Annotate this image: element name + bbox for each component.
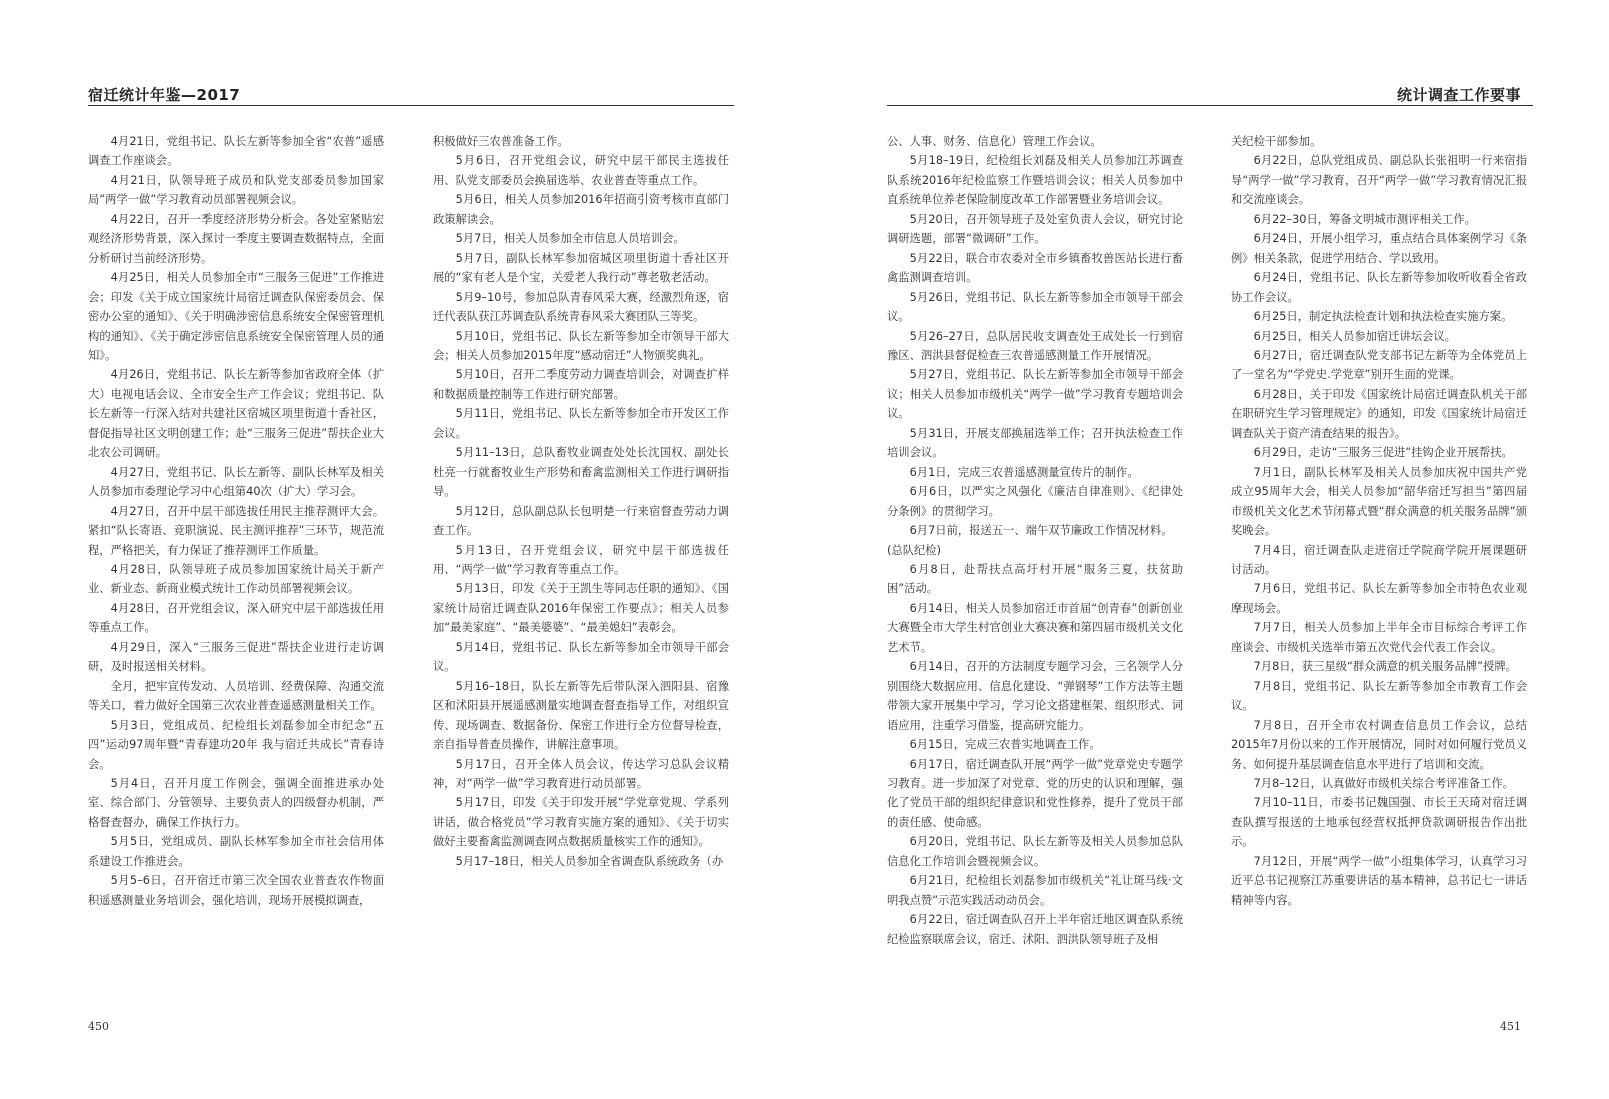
entry-paragraph: 7月7日，相关人员参加上半年全市目标综合考评工作座谈会、市级机关选举市第五次党代会代表工作会议。: [1231, 621, 1527, 654]
entry-paragraph: 4月29日，深入“三服务三促进”帮扶企业进行走访调研，及时报送相关材料。: [88, 640, 384, 674]
entry-paragraph: 6月6日，以严实之风强化《廉洁自律准则》、《纪律处分条例》的贯彻学习。: [887, 485, 1183, 518]
right-page: [805, 0, 1609, 1099]
entry-paragraph: 7月8日，党组书记、队长左新等参加全市教育工作会议。: [1231, 679, 1527, 713]
entry-paragraph: 4月21日，党组书记、队长左新等参加全省“农普”遥感调查工作座谈会。: [88, 135, 384, 168]
entry-paragraph: (总队纪检): [887, 543, 942, 557]
right-column-2: [1231, 132, 1527, 910]
running-header-right: 统计调查工作要事: [1396, 86, 1521, 104]
entry-paragraph: 关纪检干部参加。: [1231, 135, 1322, 148]
entry-paragraph: 4月25日，相关人员参加全市“三服务三促进”工作推进会；印发《关于成立国家统计局宿迁调查队保密委员会、保密办公室的通知》、《关于明确涉密信息系统安全保密管理机构的通知》、《关于确定涉密信息系统安全保密管理人员的通知》。: [88, 271, 384, 362]
running-header-left: 宿迁统计年鉴—2017: [88, 86, 241, 104]
entry-paragraph: 5月10日，召开二季度劳动力调查培训会，对调查扩样和数据质量控制等工作进行研究部署。: [433, 368, 729, 401]
left-page: [0, 0, 804, 1099]
entry-paragraph: 5月6日，相关人员参加2016年招商引资考核市直部门政策解读会。: [433, 193, 729, 226]
entry-paragraph: 5月18–19日，纪检组长刘磊及相关人员参加江苏调查队系统2016年纪检监察工作暨培训会议；相关人员参加中直系统单位养老保险制度改革工作部署暨业务培训会议。: [887, 154, 1183, 207]
entry-paragraph: 6月7日前，报送五一、端午双节廉政工作情况材料。: [909, 524, 1173, 538]
entry-paragraph: 7月10–11日，市委书记魏国强、市长王天琦对宿迁调查队撰写报送的土地承包经营权抵押贷款调研报告作出批示。: [1231, 796, 1527, 849]
header-rule-left: [88, 105, 734, 106]
page-number-right: 451: [1500, 1020, 1521, 1033]
entry-paragraph: 5月11–13日，总队畜牧业调查处处长沈国权、副处长杜亮一行就畜牧业生产形势和畜禽监测相关工作进行调研指导。: [433, 446, 729, 499]
entry-paragraph: 6月25日，相关人员参加宿迁讲坛会议。: [1253, 329, 1456, 343]
entry-paragraph: 6月24日，党组书记、队长左新等参加收听收看全省政协工作会议。: [1231, 271, 1527, 304]
entry-paragraph: 7月8日，获三星级“群众满意的机关服务品牌”授牌。: [1253, 660, 1517, 674]
entry-paragraph: 4月21日，队领导班子成员和队党支部委员参加国家局“两学一做”学习教育动员部署视频会议。: [88, 173, 384, 207]
entry-paragraph: 6月28日，关于印发《国家统计局宿迁调查队机关干部在职研究生学习管理规定》的通知，印发《国家统计局宿迁调查队关于资产清查结果的报告》。: [1231, 387, 1527, 440]
entry-paragraph: 5月7日，副队长林军参加宿城区项里街道十香社区开展的“家有老人是个宝，关爱老人我行动”尊老敬老活动。: [433, 251, 729, 285]
entry-paragraph: 4月28日，召开党组会议，深入研究中层干部选拔任用等重点工作。: [88, 601, 384, 635]
entry-paragraph: 5月27日，党组书记、队长左新等参加全市领导干部会议；相关人员参加市级机关“两学一做”学习教育专题培训会议。: [887, 368, 1183, 421]
entry-paragraph: 5月20日，召开领导班子及处室负责人会议，研究讨论调研选题，部署“微调研”工作。: [887, 212, 1183, 246]
entry-paragraph: 5月6日，召开党组会议，研究中层干部民主选拔任用、队党支部委员会换届选举、农业普查等重点工作。: [433, 154, 729, 187]
entry-paragraph: 4月22日，召开一季度经济形势分析会。各处室紧贴宏观经济形势背景，深入探讨一季度主要调查数据特点，全面分析研讨当前经济形势。: [88, 212, 384, 265]
entry-paragraph: 5月13日，召开党组会议，研究中层干部选拔任用、“两学一做”学习教育等重点工作。: [433, 543, 729, 576]
entry-paragraph: 6月15日，完成三农普实地调查工作。: [909, 738, 1101, 752]
entry-paragraph: 5月14日，党组书记、队长左新等参加全市领导干部会议。: [433, 640, 729, 674]
entry-paragraph: 6月21日，纪检组长刘磊参加市级机关“礼让斑马线·文明我点赞”示范实践活动动员会。: [887, 874, 1183, 907]
entry-paragraph: 7月8–12日，认真做好市级机关综合考评准备工作。: [1253, 776, 1514, 790]
entry-paragraph: 5月17–18日，相关人员参加全省调查队系统政务（办: [455, 854, 724, 868]
entry-paragraph: 5月7日，相关人员参加全市信息人员培训会。: [455, 232, 685, 246]
entry-paragraph: 5月5日，党组成员、副队长林军参加全市社会信用体系建设工作推进会。: [88, 835, 384, 868]
entry-paragraph: 4月27日，召开中层干部选拔任用民主推荐测评大会。紧扣“队长寄语、竞职演说、民主测评推荐”三环节，规范流程，严格把关，有力保证了推荐测评工作质量。: [88, 504, 384, 557]
entry-paragraph: 6月1日，完成三农普遥感测量宣传片的制作。: [909, 465, 1139, 479]
entry-paragraph: 5月17日，印发《关于印发开展“学党章党规、学系列讲话，做合格党员”学习教育实施方案的通知》、《关于切实做好主要畜禽监测调查网点数据质量核实工作的通知》。: [433, 796, 729, 849]
entry-paragraph: 6月22–30日，筹备文明城市测评相关工作。: [1253, 212, 1476, 226]
entry-paragraph: 全月，把牢宣传发动、人员培训、经费保障、沟通交流等关口，着力做好全国第三次农业普查遥感测量相关工作。: [88, 679, 384, 713]
entry-paragraph: 6月8日，赴帮扶点高圩村开展“服务三夏，扶贫助困”活动。: [887, 562, 1183, 596]
entry-paragraph: 5月16–18日，队长左新等先后带队深入泗阳县、宿豫区和沭阳县开展遥感测量实地调查督查指导工作，对组织宣传、现场调查、数据备份、保密工作进行全方位督导检查，亲自指导普查员操作，讲解注意事项。: [433, 679, 729, 752]
entry-paragraph: 5月31日，开展支部换届选举工作；召开执法检查工作培训会议。: [887, 426, 1183, 460]
entry-paragraph: 6月14日，相关人员参加宿迁市首届“创青春”创新创业大赛暨全市大学生村官创业大赛决赛和第四届市级机关文化艺术节。: [887, 601, 1183, 654]
entry-paragraph: 5月9–10号，参加总队青春风采大赛，经激烈角逐，宿迁代表队获江苏调查队系统青春风采大赛团队三等奖。: [433, 290, 729, 324]
entry-paragraph: 5月11日，党组书记、队长左新等参加全市开发区工作会议。: [433, 407, 729, 440]
entry-paragraph: 7月1日，副队长林军及相关人员参加庆祝中国共产党成立95周年大会，相关人员参加“韶华宿迁写担当”第四届市级机关文化艺术节闭幕式暨“群众满意的机关服务品牌”颁奖晚会。: [1231, 465, 1527, 538]
entry-paragraph: 4月28日，队领导班子成员参加国家统计局关于新产业、新业态、新商业模式统计工作动员部署视频会议。: [88, 562, 384, 596]
entry-paragraph: 6月20日，党组书记、队长左新等及相关人员参加总队信息化工作培训会暨视频会议。: [887, 835, 1183, 868]
entry-paragraph: 5月22日，联合市农委对全市乡镇畜牧兽医站长进行畜禽监测调查培训。: [887, 251, 1183, 285]
entry-paragraph: 7月12日，开展“两学一做”小组集体学习，认真学习习近平总书记视察江苏重要讲话的基本精神，总书记七一讲话精神等内容。: [1231, 854, 1527, 907]
header-rule-right: [887, 105, 1533, 106]
page-number-left: 450: [88, 1020, 109, 1033]
entry-paragraph: 5月4日，召开月度工作例会，强调全面推进承办处室、综合部门、分管领导、主要负责人的四级督办机制，严格督查督办，确保工作执行力。: [88, 776, 384, 829]
left-column-1: [88, 132, 384, 910]
entry-paragraph: 4月27日，党组书记、队长左新等、副队长林军及相关人员参加市委理论学习中心组第40次（扩大）学习会。: [88, 465, 384, 499]
entry-paragraph: 6月29日，走访“三服务三促进”挂钩企业开展帮扶。: [1253, 446, 1513, 460]
right-column-1: [887, 132, 1183, 949]
entry-paragraph: 6月17日，宿迁调查队开展“两学一做”党章党史专题学习教育。进一步加深了对党章、党的历史的认识和理解，强化了党员干部的组织纪律意识和党性修养，提升了党员干部的责任感、使命感。: [887, 757, 1183, 829]
entry-paragraph: 6月24日，开展小组学习，重点结合具体案例学习《条例》相关条款，促进学用结合、学以致用。: [1231, 232, 1527, 265]
entry-paragraph: 5月26–27日，总队居民收支调查处王成处长一行到宿豫区、泗洪县督促检查三农普遥感测量工作开展情况。: [887, 329, 1183, 362]
left-column-2: [433, 132, 729, 871]
entry-paragraph: 6月14日，召开的方法制度专题学习会，三名领学人分别围绕大数据应用、信息化建设、“弹钢琴”工作方法等主题带领大家开展集中学习，学习论文搭建框架、组织形式、词语应用，注重学习借鉴，提高研究能力。: [887, 660, 1183, 732]
entry-paragraph: 5月5–6日，召开宿迁市第三次全国农业普查农作物面积遥感测量业务培训会，强化培训，现场开展模拟调查，: [88, 874, 384, 907]
entry-paragraph: 6月25日，制定执法检查计划和执法检查实施方案。: [1253, 310, 1513, 324]
entry-paragraph: 5月26日，党组书记、队长左新等参加全市领导干部会议。: [887, 290, 1183, 324]
entry-paragraph: 6月27日，宿迁调查队党支部书记左新等为全体党员上了一堂名为“学党史.学党章”别开生面的党课。: [1231, 348, 1527, 382]
entry-paragraph: 积极做好三农普准备工作。: [433, 135, 569, 148]
entry-paragraph: 6月22日，总队党组成员、副总队长张祖明一行来宿指导“两学一做”学习教育，召开“两学一做”学习教育情况汇报和交流座谈会。: [1231, 154, 1527, 207]
entry-paragraph: 5月13日，印发《关于王凯生等同志任职的通知》、《国家统计局宿迁调查队2016年保密工作要点》；相关人员参加“最美家庭”、“最美婆婆”、“最美媳妇”表彰会。: [433, 582, 729, 635]
entry-paragraph: 7月8日，召开全市农村调查信息员工作会议，总结2015年7月份以来的工作开展情况，同时对如何履行党员义务、如何提升基层调查信息水平进行了培训和交流。: [1231, 718, 1527, 771]
entry-paragraph: 5月17日，召开全体人员会议，传达学习总队会议精神，对“两学一做”学习教育进行动员部署。: [433, 757, 729, 790]
entry-paragraph: 5月10日，党组书记、队长左新等参加全市领导干部大会；相关人员参加2015年度“感动宿迁”人物颁奖典礼。: [433, 329, 729, 362]
entry-paragraph: 6月22日，宿迁调查队召开上半年宿迁地区调查队系统纪检监察联席会议，宿迁、沭阳、泗洪队领导班子及相: [887, 913, 1183, 946]
entry-paragraph: 5月3日，党组成员、纪检组长刘磊参加全市纪念“五四”运动97周年暨“青春建功20年 我与宿迁共成长”青春诗会。: [88, 718, 384, 771]
entry-paragraph: 7月6日，党组书记、队长左新等参加全市特色农业观摩现场会。: [1231, 582, 1527, 615]
entry-paragraph: 公、人事、财务、信息化）管理工作会议。: [887, 135, 1102, 148]
entry-paragraph: 4月26日，党组书记、队长左新等参加省政府全体（扩大）电视电话会议、全市安全生产工作会议；党组书记、队长左新等一行深入结对共建社区宿城区项里街道十香社区，督促指导社区文明创建工作；赴“三服务三促进”帮扶企业大北农公司调研。: [88, 368, 384, 460]
entry-paragraph: 5月12日，总队副总队长包明楚一行来宿督查劳动力调查工作。: [433, 504, 729, 538]
entry-paragraph: 7月4日，宿迁调查队走进宿迁学院商学院开展课题研讨活动。: [1231, 543, 1527, 576]
